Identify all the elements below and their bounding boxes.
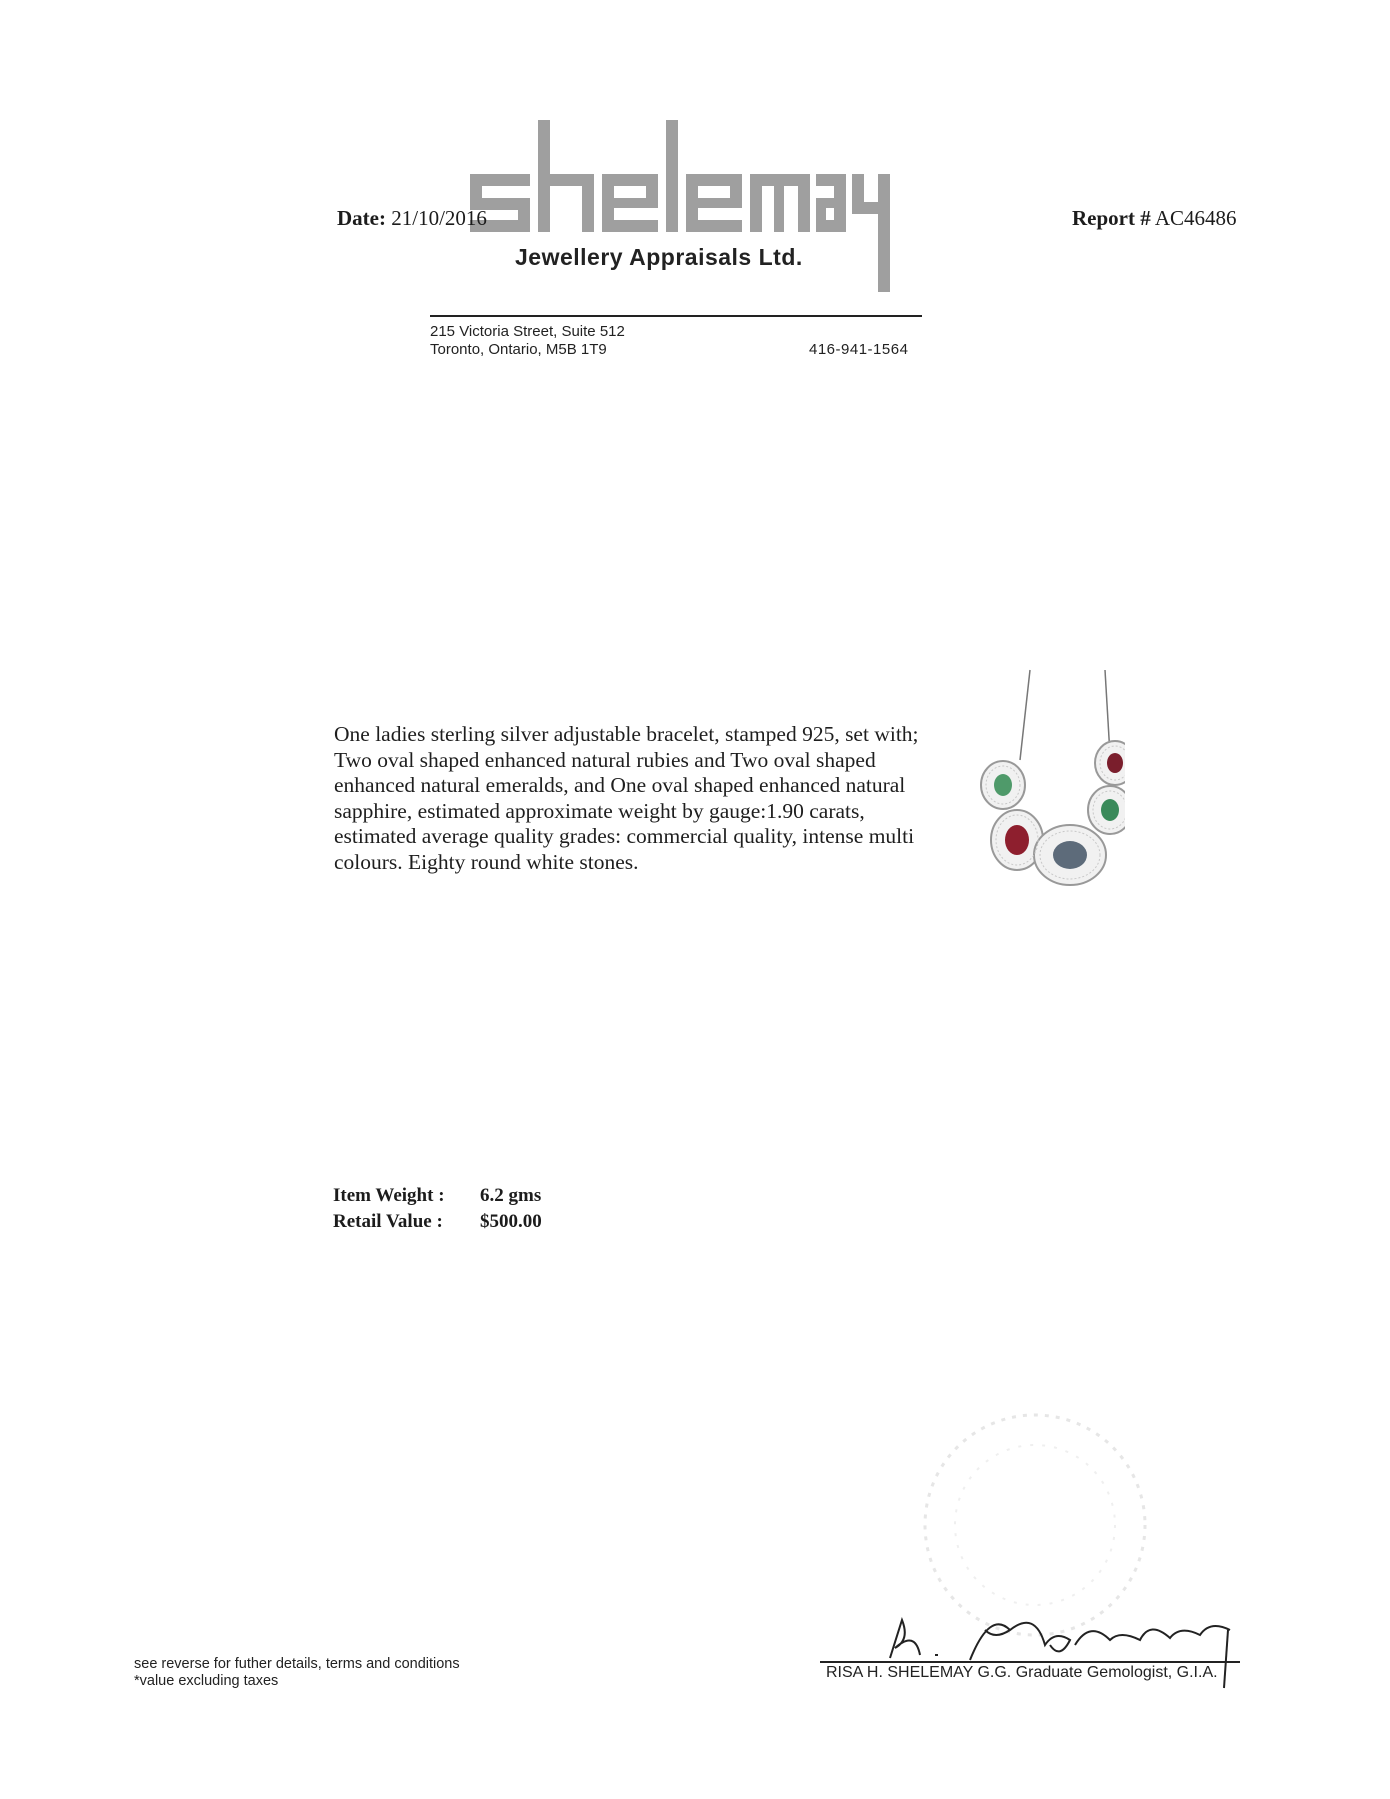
item-values: [333, 1183, 542, 1235]
address-line-2: Toronto, Ontario, M5B 1T9: [430, 341, 607, 358]
report-number: [1072, 206, 1237, 231]
footer-tax-note: *value excluding taxes: [134, 1673, 279, 1689]
signer-name: RISA H. SHELEMAY G.G. Graduate Gemologist, G.I.A.: [826, 1664, 1218, 1681]
item-weight-value: 6.2 gms: [480, 1185, 542, 1206]
address-line-1: 215 Victoria Street, Suite 512: [430, 323, 625, 340]
retail-value-row: [333, 1209, 542, 1235]
footer-notes: [134, 1656, 460, 1690]
item-weight-label: Item Weight :: [333, 1185, 445, 1206]
date-value: 21/10/2016: [391, 206, 487, 230]
report-label: Report #: [1072, 206, 1151, 230]
retail-value-label: Retail Value :: [333, 1211, 443, 1232]
footer-terms: see reverse for futher details, terms and conditions: [134, 1656, 460, 1672]
address: [430, 323, 625, 359]
date-label: Date:: [337, 206, 386, 230]
header-divider: [430, 315, 922, 317]
company-name: Jewellery Appraisals Ltd.: [515, 244, 803, 270]
report-date: [337, 206, 487, 231]
report-value: AC46486: [1154, 206, 1237, 230]
phone-number: 416-941-1564: [809, 341, 909, 358]
item-weight-row: [333, 1183, 542, 1209]
item-description: One ladies sterling silver adjustable bracelet, stamped 925, set with; Two oval shaped enhanced natural rubies and Two oval shaped enhanced natural emeralds, and One oval shaped enhanced natural sapphire, estimated approximate weight by gauge:1.90 carats, estimated average quality grades: commercial quality, intense multi colours. Eighty round white stones.: [334, 722, 919, 874]
retail-value-value: $500.00: [480, 1211, 542, 1232]
bracelet-photo: [975, 665, 1125, 905]
